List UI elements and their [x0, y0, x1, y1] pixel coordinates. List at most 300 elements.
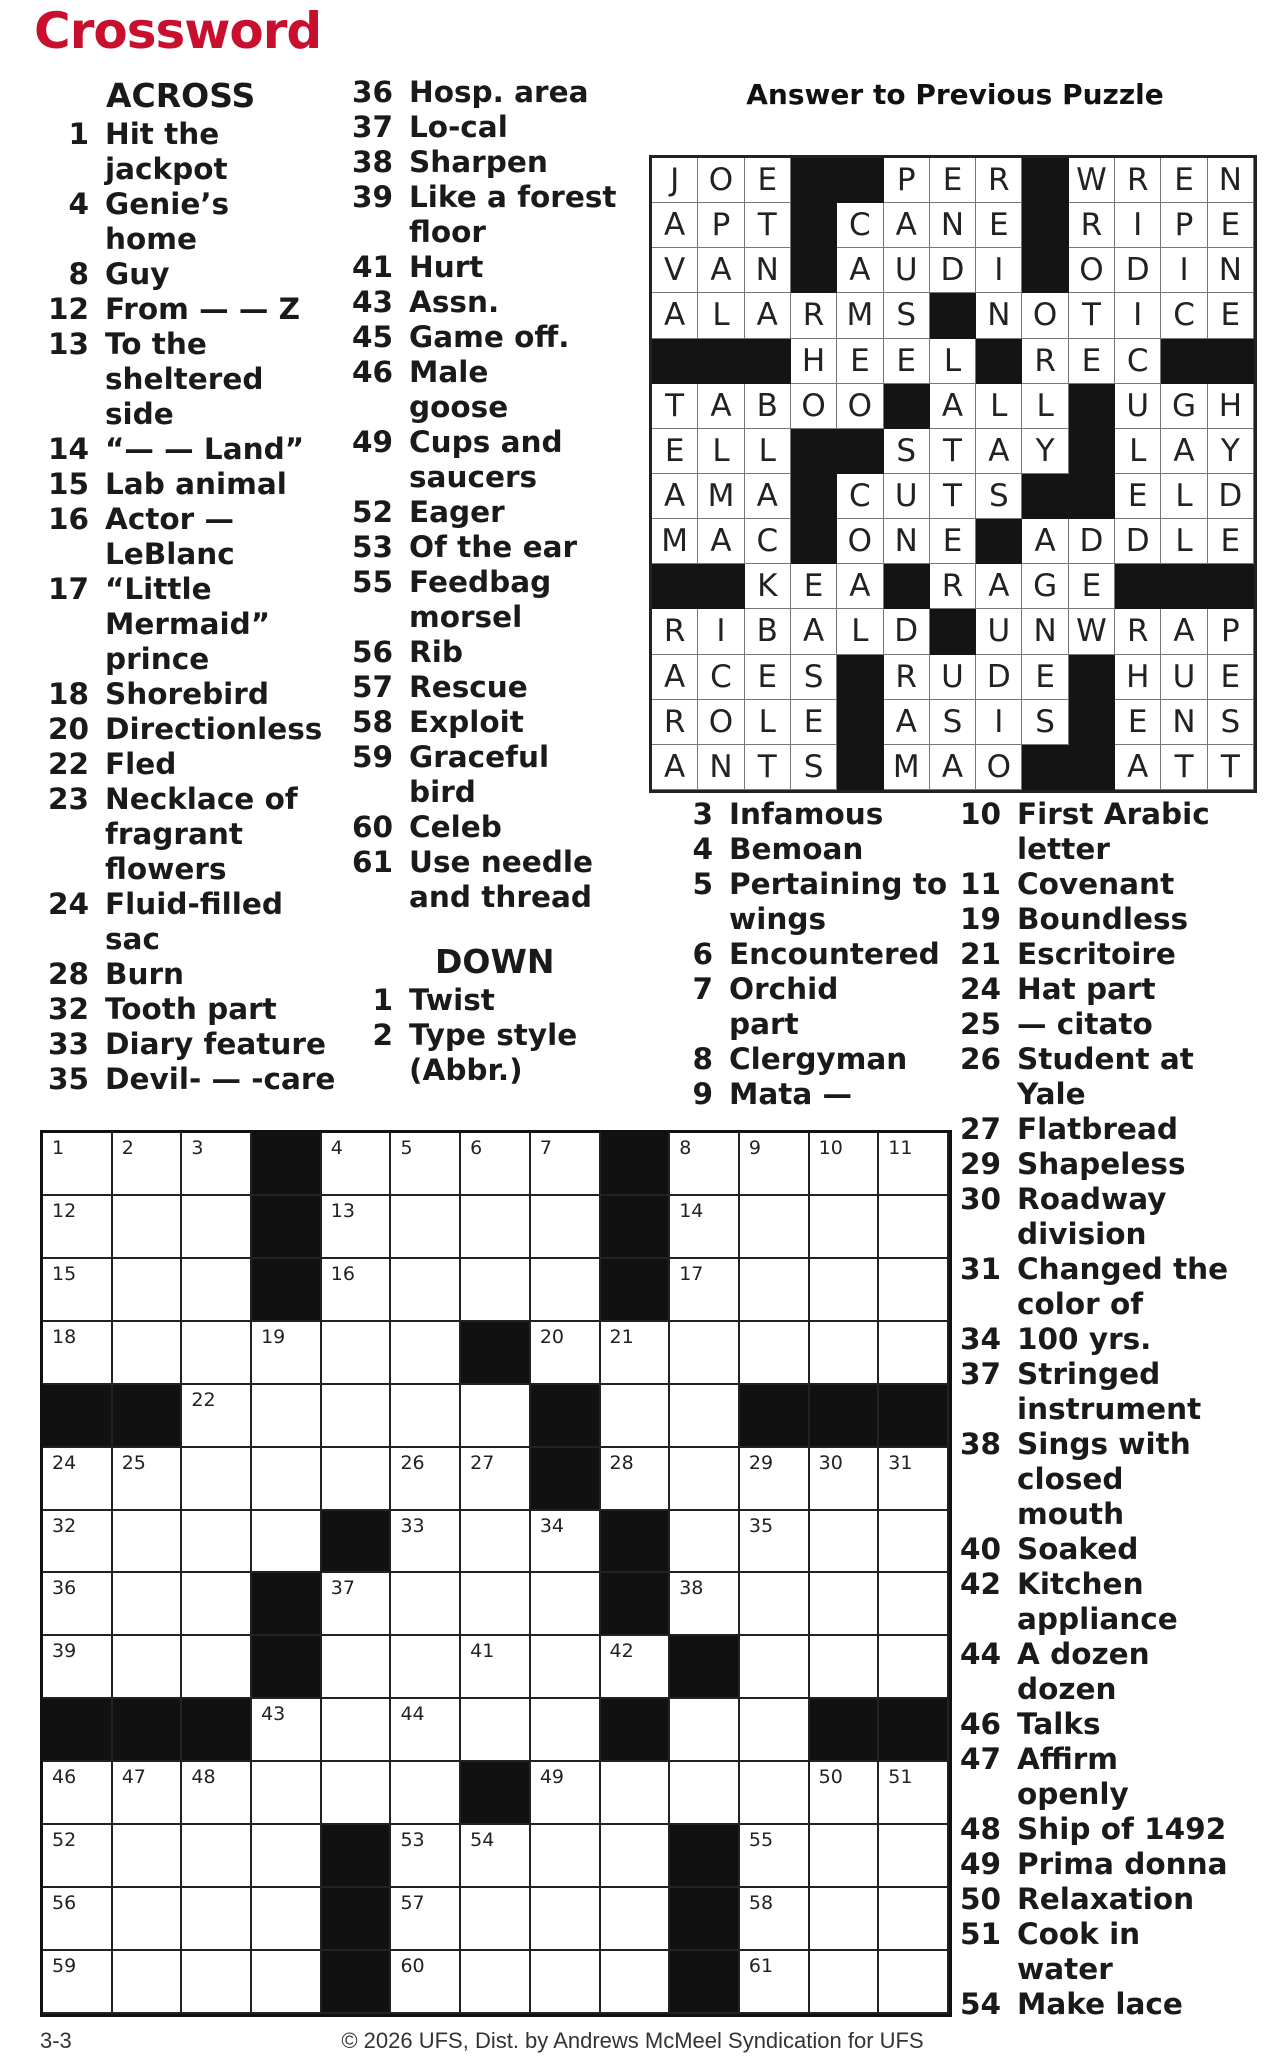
clue-text [1017, 1112, 1280, 1147]
clue-item [960, 1567, 1280, 1637]
clue-line: Roadway [1017, 1182, 1167, 1216]
cell-number: 21 [609, 1325, 634, 1348]
clue-line: Bemoan [729, 832, 864, 866]
clue-text [1017, 902, 1280, 937]
puzzle-cell[interactable] [531, 1762, 601, 1825]
clue-item [352, 285, 652, 320]
answer-cell: L [1161, 519, 1207, 564]
answer-black-cell [1208, 564, 1254, 609]
puzzle-cell[interactable] [670, 1385, 740, 1448]
puzzle-cell[interactable] [461, 1511, 531, 1574]
puzzle-cell[interactable] [531, 1888, 601, 1951]
puzzle-cell[interactable] [740, 1133, 810, 1196]
puzzle-cell[interactable] [810, 1511, 880, 1574]
answer-cell: S [1022, 700, 1068, 745]
puzzle-cell[interactable] [879, 1259, 949, 1322]
puzzle-cell[interactable] [252, 1385, 322, 1448]
puzzle-cell[interactable] [113, 1888, 183, 1951]
puzzle-cell[interactable] [461, 1888, 531, 1951]
clue-text [105, 467, 338, 502]
clue-number: 42 [960, 1567, 1002, 1601]
cell-number: 14 [679, 1199, 704, 1222]
puzzle-cell[interactable] [113, 1322, 183, 1385]
cell-number: 46 [52, 1766, 77, 1789]
puzzle-cell[interactable] [182, 1511, 252, 1574]
clue-list-col1 [48, 117, 338, 1097]
cell-number: 1 [52, 1137, 65, 1159]
clue-text [729, 937, 972, 972]
puzzle-cell[interactable] [461, 1951, 531, 2014]
cell-number: 24 [52, 1451, 77, 1474]
puzzle-cell[interactable] [391, 1825, 461, 1888]
cell-number: 37 [330, 1577, 355, 1600]
puzzle-cell[interactable] [879, 1196, 949, 1259]
puzzle-cell[interactable] [391, 1133, 461, 1196]
puzzle-cell[interactable] [461, 1636, 531, 1699]
clue-text [409, 983, 652, 1018]
puzzle-cell[interactable] [810, 1636, 880, 1699]
puzzle-cell[interactable] [670, 1322, 740, 1385]
puzzle-cell[interactable] [879, 1511, 949, 1574]
clue-item [352, 530, 652, 565]
clue-text [1017, 1182, 1280, 1252]
puzzle-cell[interactable] [670, 1259, 740, 1322]
clue-number: 53 [352, 530, 394, 564]
puzzle-cell[interactable] [810, 1762, 880, 1825]
answer-cell: T [1069, 293, 1115, 338]
clue-line: Devil- — -care [105, 1062, 336, 1096]
across-heading: ACROSS [106, 76, 256, 115]
puzzle-cell[interactable] [879, 1636, 949, 1699]
clue-text [409, 565, 652, 635]
clue-number: 41 [352, 250, 394, 284]
answer-cell: G [1022, 564, 1068, 609]
answer-cell: K [745, 564, 791, 609]
clue-item [48, 292, 338, 327]
puzzle-cell[interactable] [322, 1259, 392, 1322]
clue-line: Actor — [105, 502, 235, 536]
clue-item [960, 1707, 1280, 1742]
answer-cell: D [1069, 519, 1115, 564]
puzzle-cell[interactable] [879, 1573, 949, 1636]
puzzle-cell[interactable] [740, 1825, 810, 1888]
puzzle-cell[interactable] [182, 1888, 252, 1951]
puzzle-cell[interactable] [601, 1888, 671, 1951]
answer-cell: W [1069, 158, 1115, 203]
clue-item [48, 1027, 338, 1062]
puzzle-cell[interactable] [740, 1762, 810, 1825]
clue-text [409, 1018, 652, 1088]
clue-text [409, 75, 652, 110]
puzzle-cell[interactable] [252, 1322, 322, 1385]
puzzle-cell[interactable] [879, 1322, 949, 1385]
puzzle-cell[interactable] [113, 1825, 183, 1888]
puzzle-cell[interactable] [322, 1196, 392, 1259]
puzzle-cell[interactable] [43, 1511, 113, 1574]
answer-cell: I [1161, 248, 1207, 293]
puzzle-cell[interactable] [252, 1825, 322, 1888]
cell-number: 51 [888, 1766, 913, 1789]
puzzle-cell[interactable] [810, 1951, 880, 2014]
puzzle-cell[interactable] [43, 1825, 113, 1888]
puzzle-cell[interactable] [182, 1951, 252, 2014]
clue-number: 52 [352, 495, 394, 529]
clue-number: 58 [352, 705, 394, 739]
clue-item [48, 572, 338, 677]
puzzle-cell[interactable] [182, 1259, 252, 1322]
clue-line: Genie’s [105, 187, 230, 221]
clue-line: Feedbag [409, 565, 552, 599]
puzzle-cell[interactable] [322, 1762, 392, 1825]
clue-number: 28 [48, 957, 90, 991]
puzzle-cell[interactable] [252, 1888, 322, 1951]
cell-number: 34 [539, 1514, 565, 1537]
clue-line: appliance [1017, 1602, 1178, 1636]
clue-item [352, 355, 652, 425]
puzzle-cell[interactable] [810, 1133, 880, 1196]
puzzle-cell[interactable] [740, 1636, 810, 1699]
clue-line: Cups and [409, 425, 563, 459]
puzzle-cell[interactable] [113, 1636, 183, 1699]
clue-line: dozen [1017, 1672, 1117, 1706]
answer-cell: C [837, 203, 883, 248]
puzzle-cell[interactable] [670, 1196, 740, 1259]
puzzle-cell[interactable] [391, 1322, 461, 1385]
puzzle-cell[interactable] [113, 1951, 183, 2014]
puzzle-black-cell [601, 1573, 671, 1636]
puzzle-black-cell [670, 1888, 740, 1951]
puzzle-cell[interactable] [252, 1699, 322, 1762]
answer-title: Answer to Previous Puzzle [746, 78, 1164, 111]
puzzle-cell[interactable] [531, 1636, 601, 1699]
puzzle-cell[interactable] [182, 1133, 252, 1196]
puzzle-cell[interactable] [461, 1825, 531, 1888]
puzzle-cell[interactable] [670, 1762, 740, 1825]
answer-black-cell [1069, 745, 1115, 790]
puzzle-cell[interactable] [252, 1762, 322, 1825]
puzzle-cell[interactable] [531, 1196, 601, 1259]
puzzle-cell[interactable] [601, 1825, 671, 1888]
puzzle-cell[interactable] [740, 1888, 810, 1951]
clue-line: Necklace of [105, 782, 298, 816]
puzzle-cell[interactable] [182, 1636, 252, 1699]
puzzle-cell[interactable] [461, 1385, 531, 1448]
clue-item [960, 1042, 1280, 1112]
puzzle-cell[interactable] [43, 1762, 113, 1825]
puzzle-cell[interactable] [252, 1511, 322, 1574]
answer-cell: A [930, 384, 976, 429]
puzzle-cell[interactable] [740, 1196, 810, 1259]
puzzle-cell[interactable] [531, 1133, 601, 1196]
clue-text [1017, 1742, 1280, 1812]
clue-text [105, 887, 338, 957]
puzzle-cell[interactable] [601, 1385, 671, 1448]
answer-cell: E [1069, 564, 1115, 609]
answer-cell: U [1115, 384, 1161, 429]
puzzle-cell[interactable] [810, 1196, 880, 1259]
answer-cell: T [1161, 745, 1207, 790]
puzzle-cell[interactable] [531, 1699, 601, 1762]
puzzle-cell[interactable] [810, 1259, 880, 1322]
puzzle-cell[interactable] [879, 1133, 949, 1196]
clue-number: 21 [960, 937, 1002, 971]
answer-cell: S [1208, 700, 1254, 745]
puzzle-cell[interactable] [182, 1825, 252, 1888]
answer-cell: O [1022, 293, 1068, 338]
puzzle-cell[interactable] [391, 1573, 461, 1636]
clue-number: 4 [68, 187, 89, 221]
answer-black-cell [1022, 203, 1068, 248]
puzzle-cell[interactable] [322, 1636, 392, 1699]
puzzle-cell[interactable] [810, 1448, 880, 1511]
puzzle-cell[interactable] [391, 1511, 461, 1574]
clue-number: 22 [48, 747, 90, 781]
answer-black-cell [1022, 158, 1068, 203]
puzzle-cell[interactable] [740, 1511, 810, 1574]
clue-number: 26 [960, 1042, 1002, 1076]
answer-cell: U [1161, 655, 1207, 700]
puzzle-cell[interactable] [810, 1825, 880, 1888]
answer-black-cell [791, 203, 837, 248]
answer-cell: A [1115, 745, 1161, 790]
puzzle-cell[interactable] [879, 1762, 949, 1825]
puzzle-cell[interactable] [322, 1699, 392, 1762]
answer-cell: A [884, 700, 930, 745]
puzzle-cell[interactable] [113, 1196, 183, 1259]
puzzle-cell[interactable] [43, 1888, 113, 1951]
clue-number: 54 [960, 1987, 1002, 2021]
answer-black-cell [1069, 384, 1115, 429]
cell-number: 11 [888, 1137, 913, 1159]
answer-cell: A [1022, 519, 1068, 564]
clue-item [352, 705, 652, 740]
puzzle-grid[interactable] [40, 1130, 952, 2017]
puzzle-cell[interactable] [113, 1573, 183, 1636]
puzzle-cell[interactable] [113, 1448, 183, 1511]
puzzle-cell[interactable] [670, 1448, 740, 1511]
clue-number: 38 [960, 1427, 1002, 1461]
clue-item [48, 782, 338, 887]
puzzle-cell[interactable] [461, 1699, 531, 1762]
puzzle-cell[interactable] [322, 1573, 392, 1636]
cell-number: 2 [121, 1137, 134, 1159]
clue-line: Flatbread [1017, 1112, 1178, 1146]
clue-line: — citato [1017, 1007, 1153, 1041]
clue-item [352, 425, 652, 495]
puzzle-cell[interactable] [322, 1448, 392, 1511]
puzzle-cell[interactable] [43, 1448, 113, 1511]
puzzle-cell[interactable] [182, 1385, 252, 1448]
puzzle-cell[interactable] [601, 1762, 671, 1825]
puzzle-cell[interactable] [531, 1951, 601, 2014]
puzzle-cell[interactable] [252, 1951, 322, 2014]
clue-number: 6 [692, 937, 713, 971]
puzzle-cell[interactable] [391, 1888, 461, 1951]
answer-cell: D [930, 248, 976, 293]
puzzle-cell[interactable] [43, 1196, 113, 1259]
puzzle-cell[interactable] [670, 1133, 740, 1196]
puzzle-cell[interactable] [182, 1573, 252, 1636]
clue-item [48, 257, 338, 292]
puzzle-cell[interactable] [810, 1573, 880, 1636]
answer-cell: S [930, 700, 976, 745]
clue-number: 32 [48, 992, 90, 1026]
puzzle-cell[interactable] [879, 1448, 949, 1511]
puzzle-cell[interactable] [531, 1825, 601, 1888]
puzzle-cell[interactable] [461, 1448, 531, 1511]
answer-black-cell [791, 519, 837, 564]
puzzle-cell[interactable] [461, 1196, 531, 1259]
puzzle-cell[interactable] [531, 1259, 601, 1322]
puzzle-cell[interactable] [43, 1951, 113, 2014]
clue-text [1017, 1812, 1280, 1847]
puzzle-cell[interactable] [810, 1888, 880, 1951]
puzzle-black-cell [531, 1448, 601, 1511]
clue-text [105, 327, 338, 432]
clue-text [1017, 1917, 1280, 1987]
answer-cell: B [745, 384, 791, 429]
puzzle-cell[interactable] [670, 1511, 740, 1574]
answer-cell: U [976, 609, 1022, 654]
puzzle-cell[interactable] [670, 1699, 740, 1762]
clue-line: Mata — [729, 1077, 853, 1111]
clue-line: Game off. [409, 320, 570, 354]
puzzle-cell[interactable] [43, 1573, 113, 1636]
clue-item [960, 1917, 1280, 1987]
puzzle-cell[interactable] [43, 1259, 113, 1322]
puzzle-cell[interactable] [113, 1259, 183, 1322]
puzzle-cell[interactable] [182, 1196, 252, 1259]
puzzle-cell[interactable] [391, 1699, 461, 1762]
cell-number: 38 [679, 1577, 704, 1600]
puzzle-cell[interactable] [670, 1573, 740, 1636]
puzzle-cell[interactable] [531, 1573, 601, 1636]
answer-black-cell [1022, 474, 1068, 519]
clue-line: Twist [409, 983, 495, 1017]
puzzle-cell[interactable] [182, 1448, 252, 1511]
cell-number: 16 [330, 1262, 355, 1285]
puzzle-cell[interactable] [322, 1385, 392, 1448]
clue-text [1017, 1007, 1280, 1042]
clue-item [672, 797, 972, 832]
puzzle-cell[interactable] [601, 1322, 671, 1385]
clue-text [729, 867, 972, 937]
answer-black-cell [1161, 564, 1207, 609]
clue-line: Clergyman [729, 1042, 908, 1076]
puzzle-cell[interactable] [531, 1511, 601, 1574]
puzzle-cell[interactable] [391, 1448, 461, 1511]
puzzle-cell[interactable] [810, 1322, 880, 1385]
answer-cell: E [791, 564, 837, 609]
puzzle-cell[interactable] [740, 1699, 810, 1762]
clue-line: Like a forest [409, 180, 617, 214]
answer-black-cell [791, 474, 837, 519]
cell-number: 54 [470, 1829, 495, 1852]
puzzle-cell[interactable] [182, 1762, 252, 1825]
puzzle-black-cell [43, 1385, 113, 1448]
answer-cell: E [745, 158, 791, 203]
puzzle-cell[interactable] [601, 1636, 671, 1699]
puzzle-cell[interactable] [391, 1259, 461, 1322]
puzzle-cell[interactable] [879, 1825, 949, 1888]
answer-black-cell [976, 519, 1022, 564]
clue-line: Relaxation [1017, 1882, 1195, 1916]
clue-line: part [729, 1007, 799, 1041]
puzzle-cell[interactable] [391, 1951, 461, 2014]
answer-black-cell [652, 339, 698, 384]
puzzle-cell[interactable] [43, 1133, 113, 1196]
puzzle-cell[interactable] [461, 1573, 531, 1636]
puzzle-cell[interactable] [461, 1259, 531, 1322]
puzzle-cell[interactable] [740, 1573, 810, 1636]
puzzle-cell[interactable] [322, 1133, 392, 1196]
answer-cell: O [791, 384, 837, 429]
cell-number: 9 [748, 1137, 762, 1159]
clue-text [105, 992, 338, 1027]
clue-line: wings [729, 902, 827, 936]
answer-cell: N [698, 745, 744, 790]
answer-cell: T [652, 384, 698, 429]
puzzle-cell[interactable] [113, 1133, 183, 1196]
puzzle-cell[interactable] [740, 1951, 810, 2014]
clue-item [352, 145, 652, 180]
puzzle-cell[interactable] [879, 1951, 949, 2014]
puzzle-cell[interactable] [391, 1196, 461, 1259]
cell-number: 19 [261, 1325, 286, 1348]
puzzle-cell[interactable] [391, 1636, 461, 1699]
answer-black-cell [837, 745, 883, 790]
clue-text [1017, 1322, 1280, 1357]
clue-number: 44 [960, 1637, 1002, 1671]
clue-item [48, 187, 338, 257]
puzzle-cell[interactable] [43, 1636, 113, 1699]
clue-line: Boundless [1017, 902, 1189, 936]
puzzle-cell[interactable] [43, 1322, 113, 1385]
puzzle-cell[interactable] [601, 1448, 671, 1511]
puzzle-cell[interactable] [740, 1259, 810, 1322]
puzzle-cell[interactable] [461, 1133, 531, 1196]
puzzle-cell[interactable] [531, 1322, 601, 1385]
clue-number: 36 [352, 75, 394, 109]
puzzle-cell[interactable] [113, 1762, 183, 1825]
clue-item [960, 1532, 1280, 1567]
clue-text [729, 832, 972, 867]
clue-line: Assn. [409, 285, 500, 319]
clue-line: Graceful [409, 740, 550, 774]
puzzle-cell[interactable] [740, 1322, 810, 1385]
clue-item [352, 845, 652, 915]
answer-cell: E [1022, 655, 1068, 700]
clue-line: fragrant [105, 817, 243, 851]
puzzle-cell[interactable] [182, 1322, 252, 1385]
clue-number: 9 [692, 1077, 713, 1111]
clue-item [672, 972, 972, 1042]
puzzle-black-cell [879, 1385, 949, 1448]
clue-item [960, 867, 1280, 902]
puzzle-cell[interactable] [391, 1762, 461, 1825]
answer-cell: A [791, 609, 837, 654]
puzzle-cell[interactable] [879, 1888, 949, 1951]
clue-line: Tooth part [105, 992, 277, 1026]
puzzle-cell[interactable] [601, 1951, 671, 2014]
puzzle-black-cell [182, 1699, 252, 1762]
puzzle-cell[interactable] [113, 1511, 183, 1574]
puzzle-cell[interactable] [740, 1448, 810, 1511]
puzzle-cell[interactable] [391, 1385, 461, 1448]
answer-cell: W [1069, 609, 1115, 654]
puzzle-cell[interactable] [252, 1448, 322, 1511]
puzzle-cell[interactable] [322, 1322, 392, 1385]
